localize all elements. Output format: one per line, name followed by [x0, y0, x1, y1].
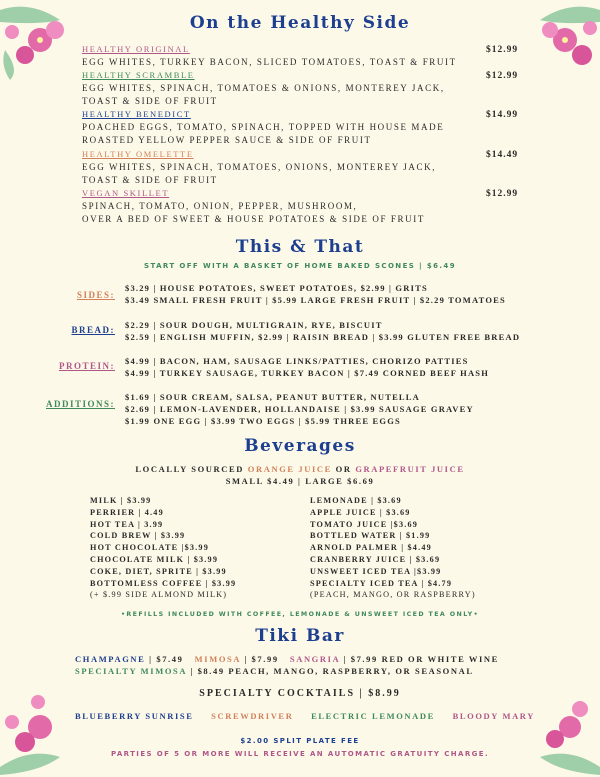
beverage-item: HOT CHOCOLATE |$3.99 [90, 543, 209, 553]
menu-item-name: VEGAN SKILLET [82, 188, 170, 198]
orchid-decoration-icon [0, 687, 90, 777]
sides-label: SIDES: [76, 290, 115, 300]
menu-item [82, 69, 522, 108]
menu-item-price: $14.49 [486, 150, 519, 160]
menu-item-description: EGG WHITES, SPINACH, TOMATOES, ONIONS, MONTEREY JACK, [82, 162, 437, 172]
beverage-item: MILK | $3.99 [90, 496, 152, 505]
beverage-item: ARNOLD PALMER | $4.49 [310, 543, 432, 553]
gratuity-note: PARTIES OF 5 OR MORE WILL RECEIVE AN AUTOMATIC GRATUITY CHARGE. [110, 750, 490, 758]
beverage-item: CHOCOLATE MILK | $3.99 [90, 554, 219, 564]
beverage-item: PERRIER | 4.49 [90, 507, 164, 517]
menu-item-price: $14.99 [486, 110, 519, 120]
beverage-item: APPLE JUICE | $3.69 [310, 507, 411, 517]
protein-label: PROTEIN: [58, 361, 115, 371]
menu-item-name: HEALTHY BENEDICT [82, 109, 191, 119]
beverage-item: HOT TEA | 3.99 [90, 519, 164, 529]
cocktail-list [75, 710, 535, 723]
menu-item-price: $12.99 [486, 189, 519, 199]
menu-item-description: EGG WHITES, TURKEY BACON, SLICED TOMATOES, TOAST & FRUIT [82, 57, 457, 67]
menu-item-description: ROASTED YELLOW PEPPER SAUCE & SIDE OF FRUIT [82, 135, 372, 145]
menu-item [82, 43, 522, 69]
cocktail-item: SCREWDRIVER [211, 711, 294, 721]
refills-note: •REFILLS INCLUDED WITH COFFEE, LEMONADE & UNSWEET ICED TEA ONLY• [120, 611, 480, 618]
menu-item-name: HEALTHY ORIGINAL [82, 44, 190, 54]
bread-values: $2.29 | SOUR DOUGH, MULTIGRAIN, RYE, BISCUIT $2.59 | ENGLISH MUFFIN, $2.99 | RAISIN BREAD | $3.99 GLUTEN FREE BREAD [125, 320, 521, 342]
bread-label: BREAD: [71, 325, 115, 335]
beverage-item: COLD BREW | $3.99 [90, 531, 186, 541]
juice-sizes: SMALL $4.49 | LARGE $6.69 [225, 476, 375, 486]
section-title-healthy: On the Healthy Side [189, 13, 411, 33]
beverage-item: BOTTLED WATER | $1.99 [310, 531, 431, 541]
section-title-beverages: Beverages [244, 436, 356, 456]
orchid-decoration-icon [0, 0, 90, 80]
additions-label: ADDITIONS: [45, 399, 115, 409]
menu-item-description: POACHED EGGS, TOMATO, SPINACH, TOPPED WITH HOUSE MADE [82, 122, 445, 132]
tiki-line-1: CHAMPAGNE | $7.49 MIMOSA | $7.99 SANGRIA | $7.99 RED OR WHITE WINE [75, 654, 499, 664]
menu-item [82, 108, 522, 147]
beverage-item: COKE, DIET, SPRITE | $3.99 [90, 566, 227, 576]
menu-item-name: HEALTHY SCRAMBLE [82, 70, 195, 80]
menu-item-description: SPINACH, TOMATO, ONION, PEPPER, MUSHROOM, [82, 201, 358, 211]
menu-item [82, 148, 522, 187]
beverage-item: SPECIALTY ICED TEA | $4.79 [310, 578, 453, 588]
menu-item-description: OVER A BED OF SWEET & HOUSE POTATOES & SIDE OF FRUIT [82, 214, 425, 224]
beverage-item: (PEACH, MANGO, OR RASPBERRY) [310, 590, 476, 600]
tiki-line-2: SPECIALTY MIMOSA | $8.49 PEACH, MANGO, RASPBERRY, OR SEASONAL [75, 666, 474, 676]
orchid-decoration-icon [510, 0, 600, 80]
menu-item-description: EGG WHITES, SPINACH, TOMATOES & ONIONS, MONTEREY JACK, [82, 83, 445, 93]
beverage-item: CRANBERRY JUICE | $3.69 [310, 554, 441, 564]
beverage-item: (+ $.99 SIDE ALMOND MILK) [90, 590, 228, 600]
menu-item-price: $12.99 [486, 71, 519, 81]
menu-item-description: TOAST & SIDE OF FRUIT [82, 175, 218, 185]
scones-note: START OFF WITH A BASKET OF HOME BAKED SCONES | $6.49 [144, 262, 456, 270]
menu-item [82, 187, 522, 226]
juice-line: LOCALLY SOURCED ORANGE JUICE OR GRAPEFRUIT JUICE [135, 464, 465, 474]
additions-values: $1.69 | SOUR CREAM, SALSA, PEANUT BUTTER, NUTELLA $2.69 | LEMON-LAVENDER, HOLLANDAISE | $3.99 SAUSAGE GRAVEY $1.99 ONE EGG | $3.99 TWO EGGS | $5.99 THREE EGGS [125, 392, 474, 426]
split-plate-fee: $2.00 SPLIT PLATE FEE [240, 737, 360, 745]
cocktail-item: BLOODY MARY [452, 711, 535, 721]
specialty-cocktails: SPECIALTY COCKTAILS | $8.99 [199, 688, 401, 699]
menu-item-name: HEALTHY OMELETTE [82, 149, 194, 159]
section-title-this-that: This & That [235, 237, 365, 257]
orchid-decoration-icon [510, 687, 600, 777]
beverage-item: BOTTOMLESS COFFEE | $3.99 [90, 578, 237, 588]
sides-values: $3.29 | HOUSE POTATOES, SWEET POTATOES, $2.99 | GRITS $3.49 SMALL FRESH FRUIT | $5.99 LARGE FRESH FRUIT | $2.29 TOMATOES [125, 283, 506, 305]
section-title-tiki: Tiki Bar [255, 626, 345, 646]
protein-values: $4.99 | BACON, HAM, SAUSAGE LINKS/PATTIES, CHORIZO PATTIES $4.99 | TURKEY SAUSAGE, TURKEY BACON | $7.49 CORNED BEEF HASH [125, 356, 490, 378]
beverages-right-column [310, 495, 476, 601]
beverage-item: LEMONADE | $3.69 [310, 496, 402, 505]
beverage-item: UNSWEET ICED TEA |$3.99 [310, 566, 442, 576]
menu-item-description: TOAST & SIDE OF FRUIT [82, 96, 218, 106]
cocktail-item: BLUEBERRY SUNRISE [75, 711, 194, 721]
menu-item-price: $12.99 [486, 45, 519, 55]
cocktail-item: ELECTRIC LEMONADE [311, 711, 435, 721]
beverage-item: TOMATO JUICE |$3.69 [310, 519, 419, 529]
beverages-left-column [90, 495, 236, 601]
